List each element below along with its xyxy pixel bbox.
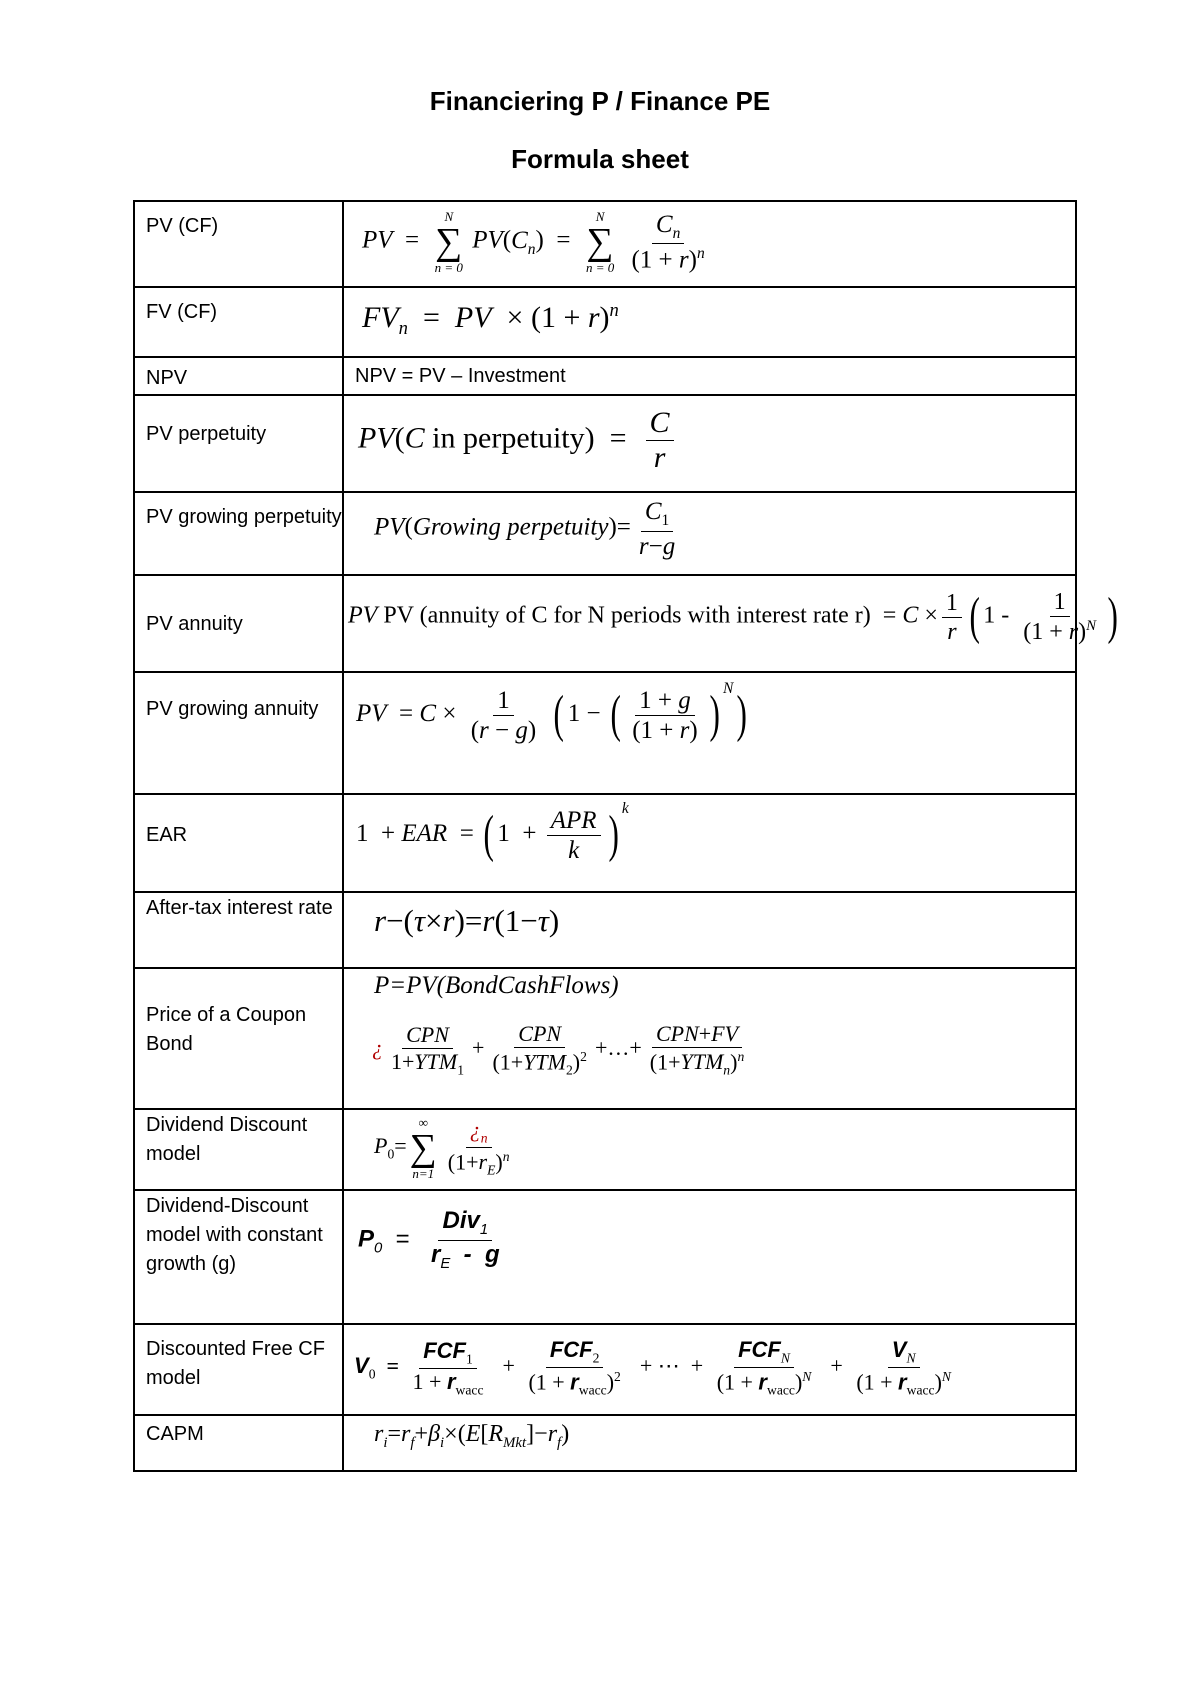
formula-pv-growing-annuity: PV = C × $\frac{1}{(r - g)}$ ( 1 − ( $\frac{1 + g}{(1 + r)}$ ) $^N$) — [343, 672, 1076, 794]
formula-pv-annuity: PV PV (annuity of C for N periods with interest rate r) = C × $\frac{1}{r}$ ( 1 - $\frac{1}{(1 + r)^N}$ ) — [343, 575, 1076, 672]
row-label-discounted-fcf: Discounted Free CF model — [134, 1324, 343, 1415]
formula-coupon-bond: P=PV(BondCashFlows) ¿ $\frac{\text{CPN}}{1+YTM_1}$ + $\frac{\text{CPN}}{(1+YTM_2)^2}$ +…+ $\frac{\text{CPN+FV}}{(1+YTM_n)^n}$ — [343, 968, 1076, 1109]
row-label-coupon-bond: Price of a Coupon Bond — [134, 968, 343, 1109]
table-row — [134, 1415, 1076, 1471]
table-row — [134, 968, 1076, 1109]
page-subtitle: Formula sheet — [511, 144, 689, 174]
table-row — [134, 575, 1076, 672]
formula-dividend-discount: $P_0=$ ∞ ∑ n=1 $\frac{¿_n}{(1+r_E)^n}$ — [343, 1109, 1076, 1190]
table-row — [134, 492, 1076, 575]
row-label-capm: CAPM — [134, 1415, 343, 1471]
page-title: Financiering P / Finance PE — [429, 86, 771, 116]
row-label-pv-cf: PV (CF) — [134, 201, 343, 287]
formula-pv-cf: PV = N ∑ n = 0 $PV(C_n)$ = N ∑ n = 0 $\frac{C_n}{(1 + r)^n}$ — [343, 201, 1076, 287]
table-row — [134, 794, 1076, 892]
table-row — [134, 201, 1076, 287]
row-label-after-tax-interest-rate: After-tax interest rate — [134, 892, 343, 968]
formula-npv — [343, 357, 1076, 395]
row-label-dividend-discount: Dividend Discount model — [134, 1109, 343, 1190]
formula-pv-growing-perpetuity: PV(Growing perpetuity)= $\frac{C_1}{r-g}$ — [343, 492, 1076, 575]
row-label-ear: EAR — [134, 794, 343, 892]
table-row — [134, 892, 1076, 968]
table-row — [134, 287, 1076, 357]
formula-after-tax-interest-rate: r−(τ×r)=r(1−τ) — [343, 892, 1076, 968]
table-row — [134, 357, 1076, 395]
row-label-pv-growing-annuity: PV growing annuity — [134, 672, 343, 794]
annuity-description: PV (annuity of C for N periods with interest rate r) — [383, 602, 871, 629]
table-row — [134, 672, 1076, 794]
row-label-pv-growing-perpetuity: PV growing perpetuity — [134, 492, 343, 575]
npv-formula-text: NPV = PV – Investment — [355, 365, 566, 387]
table-row — [134, 1324, 1076, 1415]
row-label-dividend-discount-growth: Dividend-Discount model with constant growth (g) — [134, 1190, 343, 1324]
formula-fv-cf: $FV_n$ = PV × $(1 + r)^n$ — [343, 287, 1076, 357]
formula-dividend-discount-growth: $P_0$ = $\frac{Div_1}{r_E - g}$ — [343, 1190, 1076, 1324]
row-label-pv-annuity: PV annuity — [134, 575, 343, 672]
bond-price-definition: P=PV(BondCashFlows) — [374, 972, 619, 999]
table-row — [134, 395, 1076, 492]
table-row — [134, 1109, 1076, 1190]
formula-discounted-fcf: $V_0$ = $\frac{FCF_1}{1 + r_{wacc}}$ + $\frac{FCF_2}{(1 + r_{wacc})^2}$ + ⋯ + $\frac{FCF_N}{(1 + r_{wacc})^N}$ + $\frac{V_N}{(1 + r_{wacc})^N}$ — [343, 1324, 1076, 1415]
table-row — [134, 1190, 1076, 1324]
row-label-fv-cf: FV (CF) — [134, 287, 343, 357]
formula-table — [133, 200, 1118, 1472]
row-label-npv: NPV — [134, 357, 343, 395]
formula-capm: $r_i=r_f+\beta_i\times(E[R_{Mkt}]-r_f)$ — [343, 1415, 1076, 1471]
row-label-pv-perpetuity: PV perpetuity — [134, 395, 343, 492]
formula-ear: 1 + EAR = ( 1 + $\frac{\text{APR}}{k}$ ) $^k$ — [343, 794, 1076, 892]
formula-pv-perpetuity: PV(C in perpetuity) = $\frac{C}{r}$ — [343, 395, 1076, 492]
